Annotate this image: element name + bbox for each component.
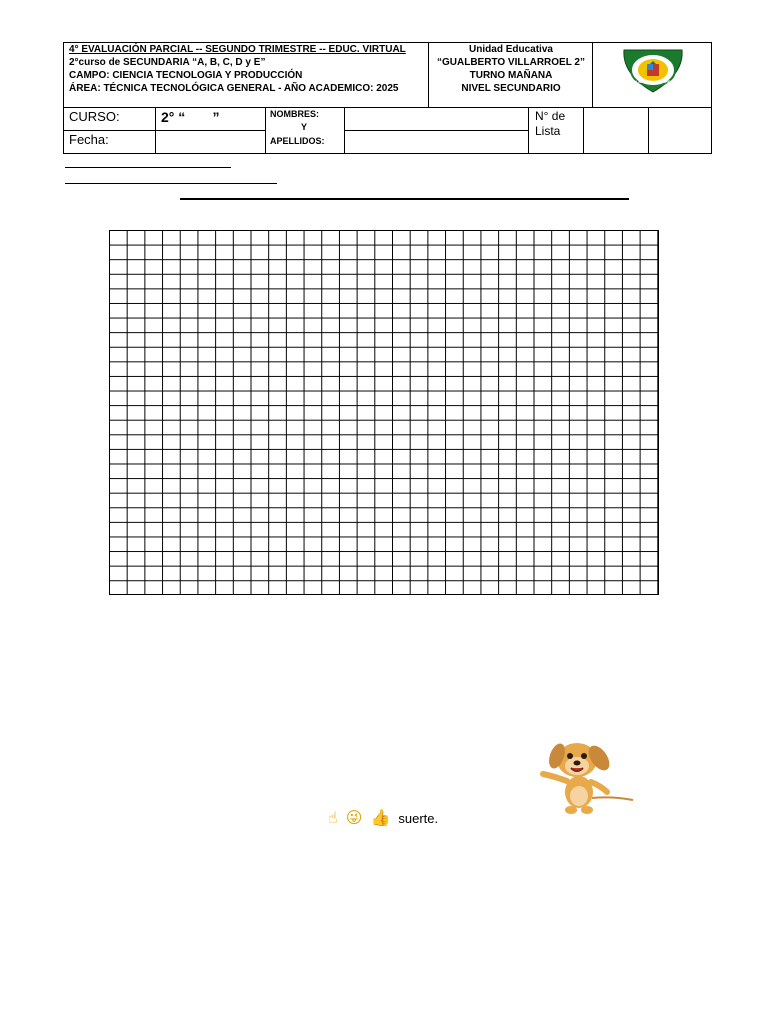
school-full-name: “GUALBERTO VILLARROEL 2” bbox=[437, 57, 585, 68]
title-line[interactable] bbox=[180, 198, 629, 200]
area-line: ÁREA: TÉCNICA TECNOLÓGICA GENERAL - AÑO ACADEMICO: 2025 bbox=[69, 83, 399, 94]
pointing-up-emoji: ☝ bbox=[328, 810, 338, 827]
fecha-label: Fecha: bbox=[69, 132, 109, 147]
footer-line bbox=[328, 807, 438, 829]
apellidos-label: APELLIDOS: bbox=[270, 136, 325, 146]
extra-cell bbox=[648, 107, 712, 154]
curso-value: 2° “ ” bbox=[161, 109, 220, 125]
fecha-value-cell[interactable] bbox=[155, 130, 266, 154]
school-name: Unidad Educativa bbox=[469, 44, 553, 55]
logo-ring-text: GUALBERTO VILLARROEL bbox=[627, 79, 679, 84]
luck-text: suerte. bbox=[398, 810, 439, 826]
apellidos-field[interactable] bbox=[344, 130, 529, 154]
curso-label: CURSO: bbox=[69, 109, 120, 124]
lista-label: N° de Lista bbox=[535, 109, 566, 138]
blank-line-1[interactable] bbox=[65, 167, 231, 168]
winking-tongue-emoji: 😜 bbox=[345, 810, 363, 827]
nombres-label: NOMBRES: bbox=[270, 109, 319, 119]
logo-top-text: COL. NAL. bbox=[643, 43, 663, 48]
header-table bbox=[63, 42, 712, 154]
school-logo bbox=[618, 44, 688, 94]
thumbs-up-emoji: 👍 bbox=[370, 810, 391, 827]
eval-line: 4° EVALUACIÓN PARCIAL -- SEGUNDO TRIMESTRE -- EDUC. VIRTUAL bbox=[69, 44, 406, 55]
dog-cartoon bbox=[537, 736, 637, 816]
shift-text: TURNO MAÑANA bbox=[469, 70, 553, 81]
level-text: NIVEL SECUNDARIO bbox=[461, 83, 561, 94]
blank-line-2[interactable] bbox=[65, 183, 277, 184]
campo-line: CAMPO: CIENCIA TECNOLOGIA Y PRODUCCIÓN bbox=[69, 70, 303, 81]
lista-value-cell[interactable] bbox=[583, 107, 649, 154]
course-line: 2°curso de SECUNDARIA “A, B, C, D y E” bbox=[69, 57, 266, 68]
nombres-field[interactable] bbox=[344, 107, 529, 131]
grid-paper[interactable] bbox=[109, 230, 659, 595]
y-label: Y bbox=[301, 122, 308, 132]
